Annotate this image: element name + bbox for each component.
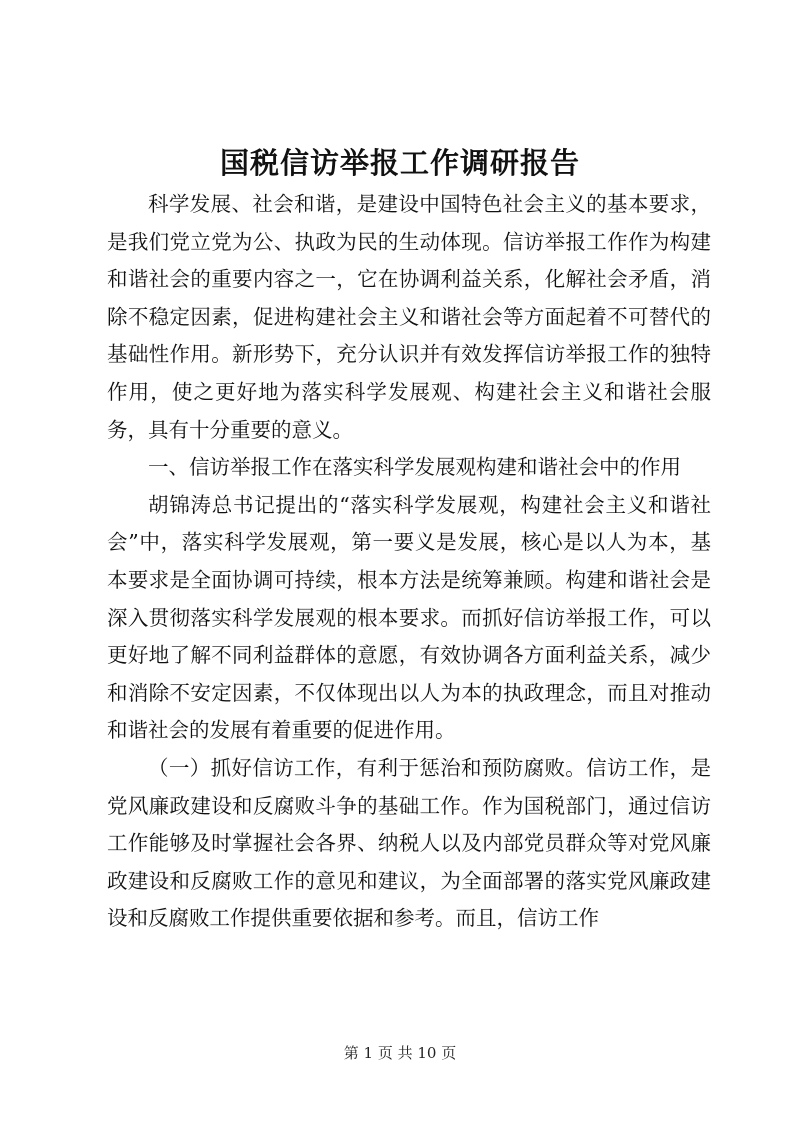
document-body xyxy=(107,186,711,938)
document-title: 国税信访举报工作调研报告 xyxy=(219,146,580,180)
paragraph-section-1: 胡锦涛总书记提出的“落实科学发展观，构建社会主义和谐社会”中，落实科学发展观，第一要义是发展，核心是以人为本，基本要求是全面协调可持续，根本方法是统筹兼顾。构建和谐社会是深入贯彻落实科学发展观的根本要求。而抓好信访举报工作，可以更好地了解不同利益群体的意愿，有效协调各方面利益关系，减少和消除不安定因素，不仅体现出以人为本的执政理念，而且对推动和谐社会的发展有着重要的促进作用。 xyxy=(107,492,711,743)
paragraph-intro: 科学发展、社会和谐，是建设中国特色社会主义的基本要求，是我们党立党为公、执政为民的生动体现。信访举报工作作为构建和谐社会的重要内容之一，它在协调利益关系，化解社会矛盾，消除不稳定因素，促进构建社会主义和谐社会等方面起着不可替代的基础性作用。新形势下，充分认识并有效发挥信访举报工作的独特作用，使之更好地为落实科学发展观、构建社会主义和谐社会服务，具有十分重要的意义。 xyxy=(107,192,711,442)
page-number-footer: 第 1 页 共 10 页 xyxy=(343,1044,457,1062)
section-heading-1: 一、信访举报工作在落实科学发展观构建和谐社会中的作用 xyxy=(148,455,681,480)
paragraph-subsection-1: （一）抓好信访工作，有利于惩治和预防腐败。信访工作，是党风廉政建设和反腐败斗争的基础工作。作为国税部门，通过信访工作能够及时掌握社会各界、纳税人以及内部党员群众等对党风廉政建设和反腐败工作的意见和建议，为全面部署的落实党风廉政建设和反腐败工作提供重要依据和参考。而且，信访工作 xyxy=(107,755,711,931)
